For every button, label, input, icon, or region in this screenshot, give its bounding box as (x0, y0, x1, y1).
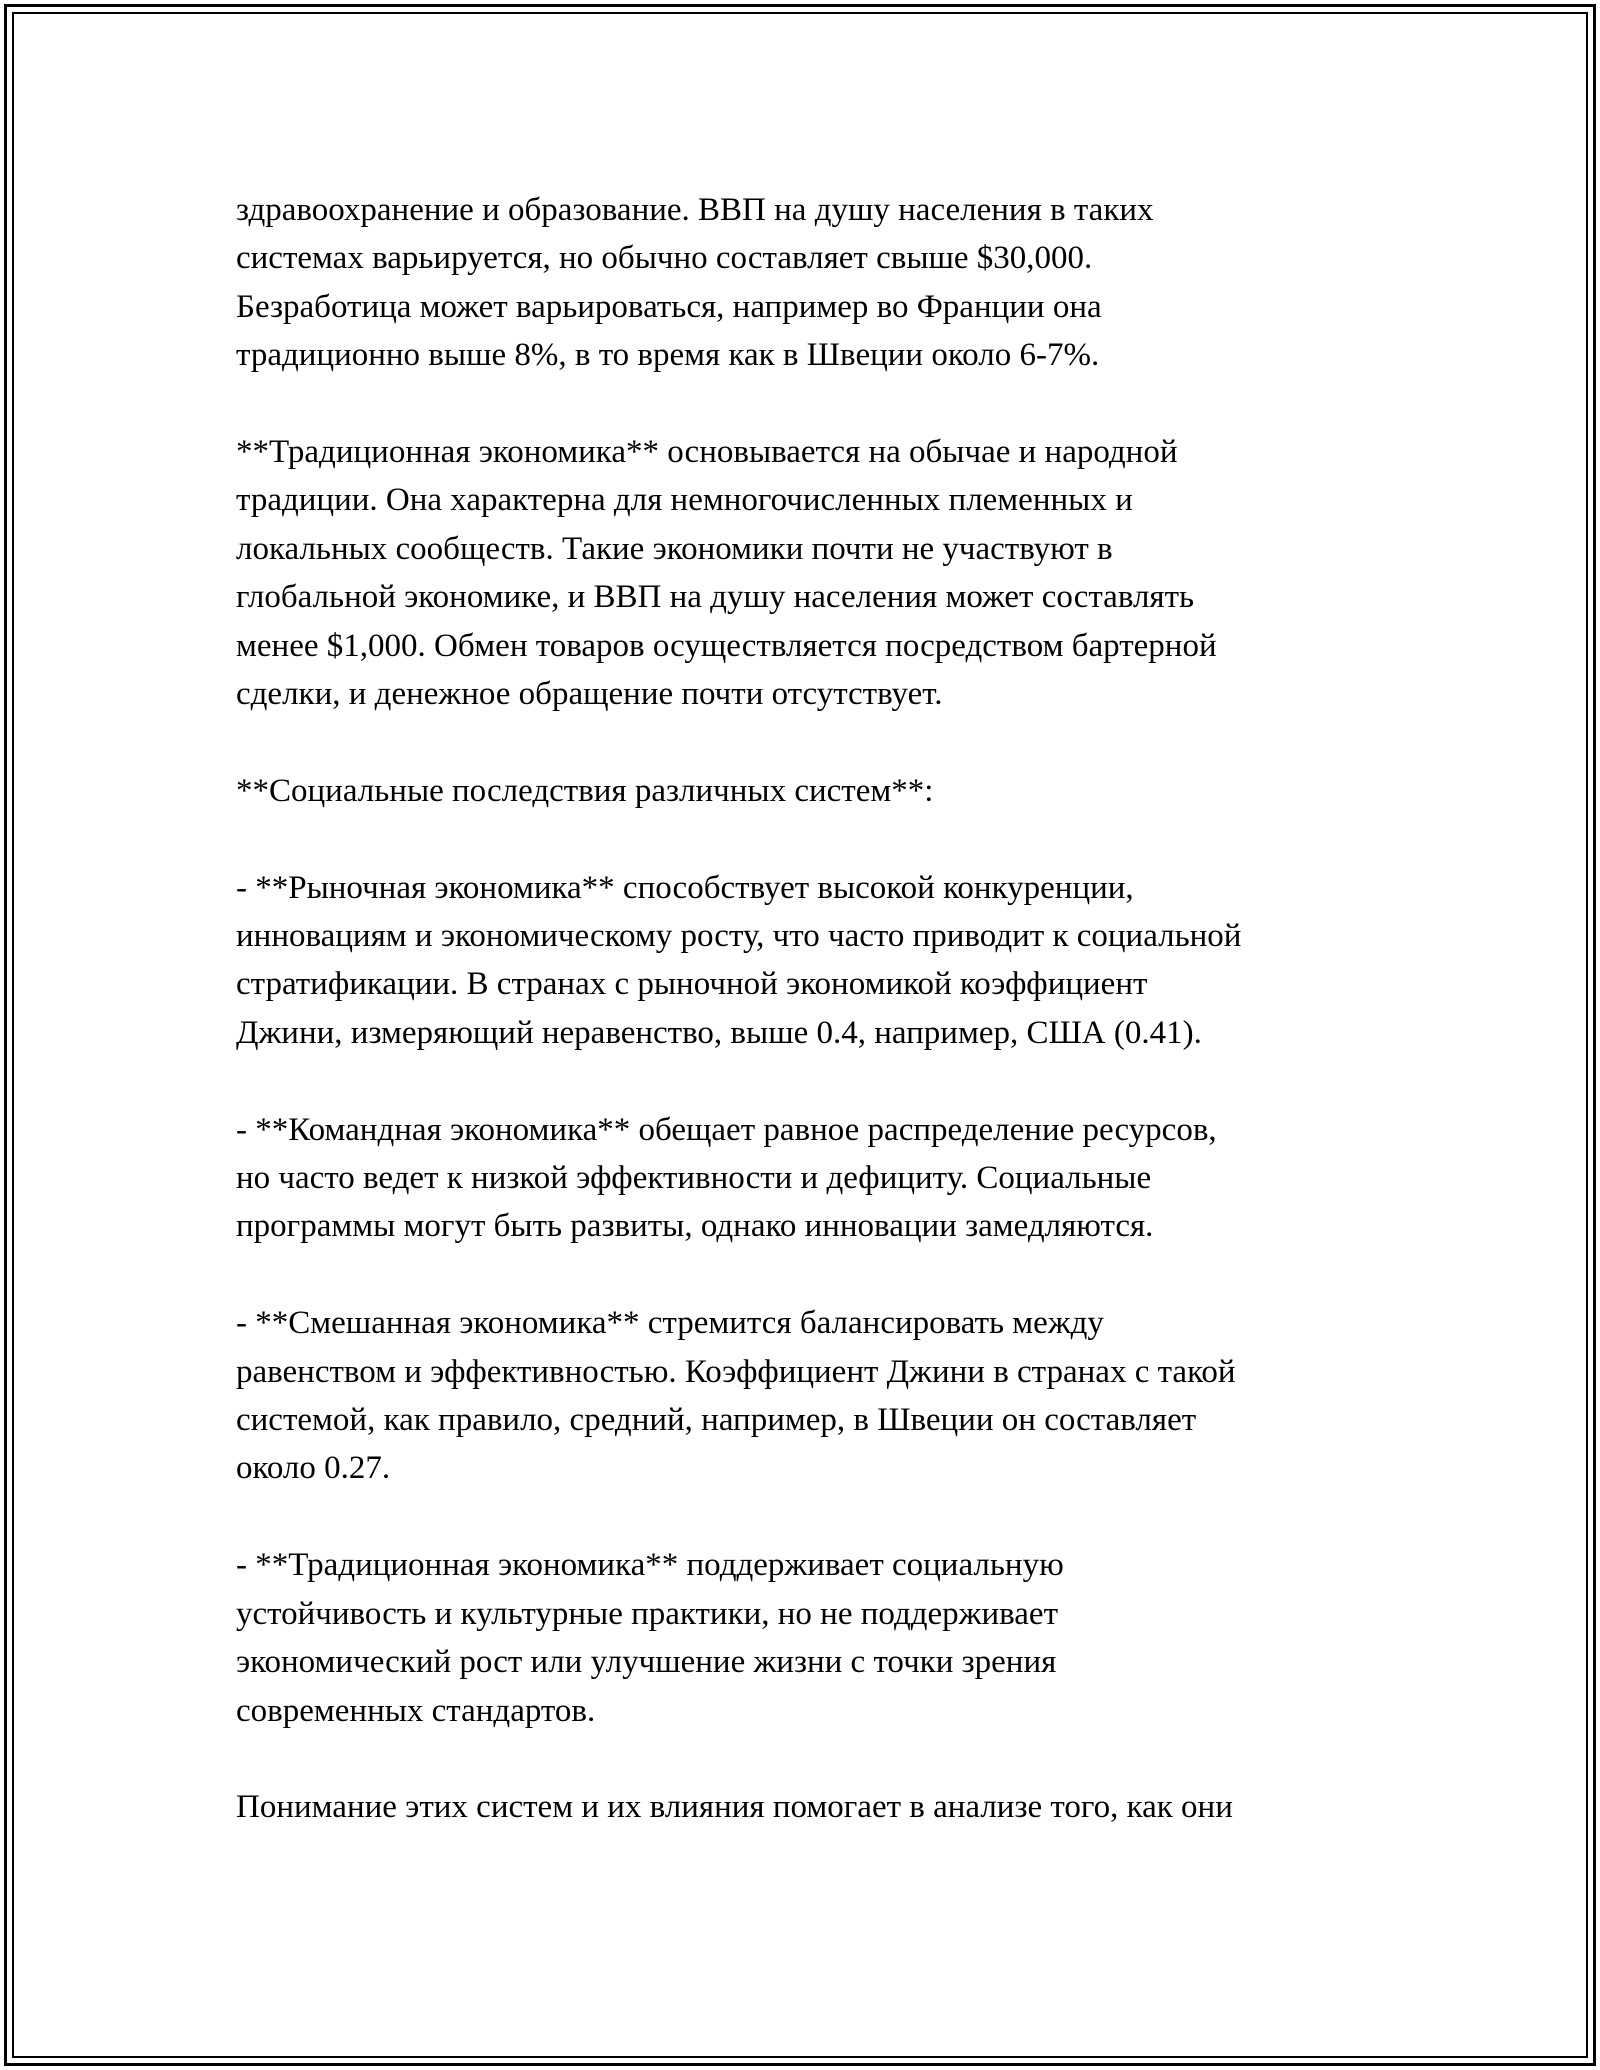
text-line: системой, как правило, средний, например, в Швеции он составляет (236, 1402, 1197, 1439)
text-line: равенством и эффективностью. Коэффициент Джини в странах с такой (236, 1353, 1236, 1390)
section-heading-social-consequences (236, 767, 1386, 815)
text-line: современных стандартов. (236, 1692, 596, 1729)
text-line: **Социальные последствия различных систем**: (236, 772, 934, 809)
text-line: локальных сообществ. Такие экономики почти не участвуют в (236, 530, 1113, 567)
text-line: - **Командная экономика** обещает равное распределение ресурсов, (236, 1111, 1217, 1148)
list-item-traditional-economy (236, 1541, 1386, 1735)
text-line: - **Смешанная экономика** стремится балансировать между (236, 1305, 1104, 1342)
text-line: устойчивость и культурные практики, но не поддерживает (236, 1595, 1059, 1632)
text-line: но часто ведет к низкой эффективности и дефициту. Социальные (236, 1160, 1152, 1197)
text-line: здравоохранение и образование. ВВП на душу населения в таких (236, 192, 1154, 228)
paragraph-traditional-economy (236, 428, 1386, 718)
text-line: - **Традиционная экономика** поддерживает социальную (236, 1547, 1064, 1584)
paragraph-conclusion (236, 1783, 1386, 1831)
text-line: стратификации. В странах с рыночной экономикой коэффициент (236, 966, 1148, 1003)
list-item-command-economy (236, 1106, 1386, 1251)
text-line: инновациям и экономическому росту, что часто приводит к социальной (236, 918, 1242, 955)
text-line: Понимание этих систем и их влияния помогает в анализе того, как они (236, 1789, 1233, 1826)
text-line: системах варьируется, но обычно составляет свыше $30,000. (236, 240, 1093, 277)
list-item-mixed-economy (236, 1299, 1386, 1493)
list-item-market-economy (236, 864, 1386, 1058)
paragraph-gdp-unemployment (236, 186, 1386, 380)
text-line: традиционно выше 8%, в то время как в Швеции около 6-7%. (236, 337, 1100, 374)
text-line: - **Рыночная экономика** способствует высокой конкуренции, (236, 869, 1134, 906)
text-line: сделки, и денежное обращение почти отсутствует. (236, 676, 943, 713)
document-body (236, 186, 1386, 1880)
text-line: программы могут быть развиты, однако инновации замедляются. (236, 1208, 1154, 1245)
text-line: около 0.27. (236, 1450, 391, 1487)
text-line: **Традиционная экономика** основывается на обычае и народной (236, 434, 1178, 471)
text-line: глобальной экономике, и ВВП на душу населения может составлять (236, 579, 1195, 616)
text-line: Джини, измеряющий неравенство, выше 0.4, например, США (0.41). (236, 1014, 1202, 1051)
text-line: традиции. Она характерна для немногочисленных племенных и (236, 482, 1133, 519)
text-line: Безработица может варьироваться, например во Франции она (236, 288, 1102, 325)
text-line: экономический рост или улучшение жизни с точки зрения (236, 1644, 1057, 1681)
text-line: менее $1,000. Обмен товаров осуществляется посредством бартерной (236, 627, 1217, 664)
